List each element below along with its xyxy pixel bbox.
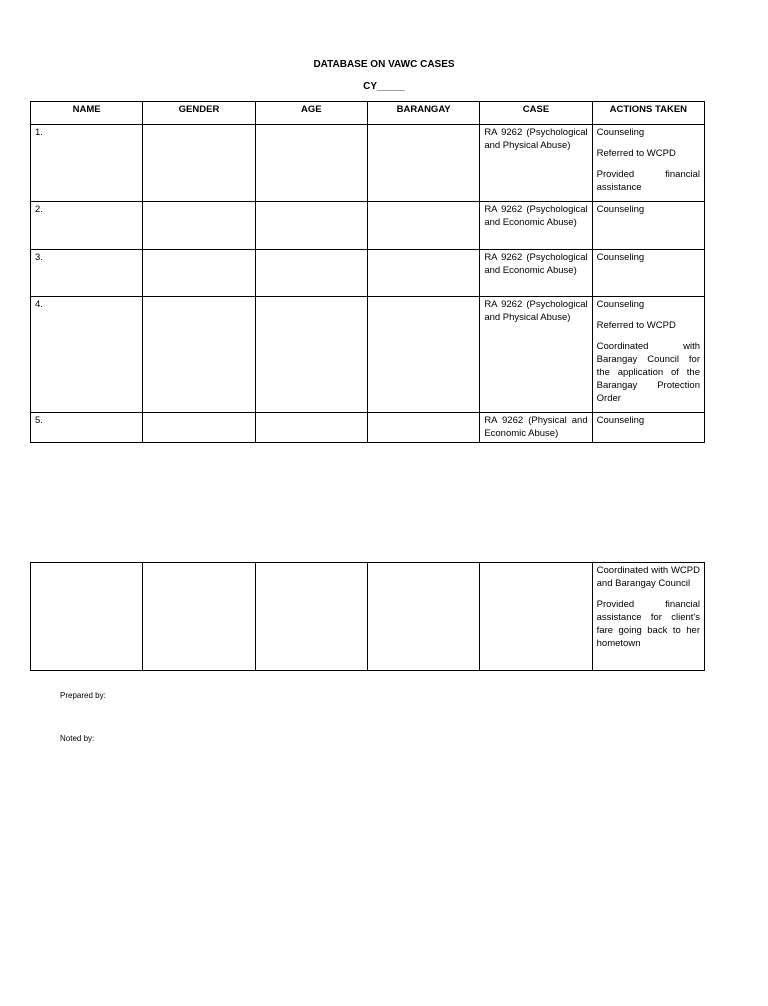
action-item: Counseling [596,252,645,263]
table-row [31,125,705,202]
cell-actions [592,250,704,297]
cell-barangay [367,125,479,202]
action-item: Counseling [596,299,645,310]
cell-name: 2. [31,202,143,250]
cell-actions [592,297,704,413]
cell-barangay [367,250,479,297]
table-row [31,413,705,443]
vawc-cases-table [30,101,705,443]
header-barangay: BARANGAY [367,102,479,125]
header-case: CASE [480,102,592,125]
cell-name: 5. [31,413,143,443]
action-item: Provided financial assistance [596,169,700,193]
header-age: AGE [255,102,367,125]
cell-gender [143,202,255,250]
table-header-row [31,102,705,125]
cell-age [255,250,367,297]
document-subtitle: CY_____ [363,81,405,92]
cell-case: RA 9262 (Psychological and Economic Abuse) [480,202,592,250]
cell-age [255,297,367,413]
cell-gender [143,413,255,443]
action-item: Counseling [596,127,645,138]
cell-case: RA 9262 (Psychological and Physical Abuse) [480,297,592,413]
cell-gender [143,297,255,413]
cell-case [480,563,592,671]
cell-age [255,125,367,202]
table-row [31,297,705,413]
cell-actions [592,202,704,250]
action-item: Provided financial assistance for client's fare going back to her hometown [596,599,700,649]
cell-case: RA 9262 (Psychological and Physical Abuse) [480,125,592,202]
action-item: Coordinated with WCPD and Barangay Council [596,565,700,589]
cell-actions [592,125,704,202]
cell-actions [592,413,704,443]
action-item: Counseling [596,415,645,426]
cell-name [31,563,143,671]
cell-age [255,413,367,443]
cell-barangay [367,202,479,250]
cell-barangay [367,563,479,671]
cell-barangay [367,413,479,443]
table-row [31,563,705,671]
action-item: Referred to WCPD [596,148,676,159]
cell-case: RA 9262 (Psychological and Economic Abuse) [480,250,592,297]
cell-case: RA 9262 (Physical and Economic Abuse) [480,413,592,443]
action-item: Counseling [596,204,645,215]
cell-gender [143,250,255,297]
cell-name: 3. [31,250,143,297]
noted-by-label: Noted by: [60,734,95,743]
action-item: Coordinated with Barangay Council for the application of the Barangay Protection Order [596,341,700,404]
header-actions-taken: ACTIONS TAKEN [592,102,704,125]
table-row [31,250,705,297]
cell-gender [143,125,255,202]
cell-name: 1. [31,125,143,202]
header-name: NAME [31,102,143,125]
cell-barangay [367,297,479,413]
header-gender: GENDER [143,102,255,125]
cell-name: 4. [31,297,143,413]
action-item: Referred to WCPD [596,320,676,331]
document-title: DATABASE ON VAWC CASES [313,59,455,70]
cell-gender [143,563,255,671]
prepared-by-label: Prepared by: [60,691,106,700]
vawc-cases-table-continuation [30,562,705,671]
cell-age [255,563,367,671]
table-row [31,202,705,250]
cell-age [255,202,367,250]
cell-actions [592,563,704,671]
